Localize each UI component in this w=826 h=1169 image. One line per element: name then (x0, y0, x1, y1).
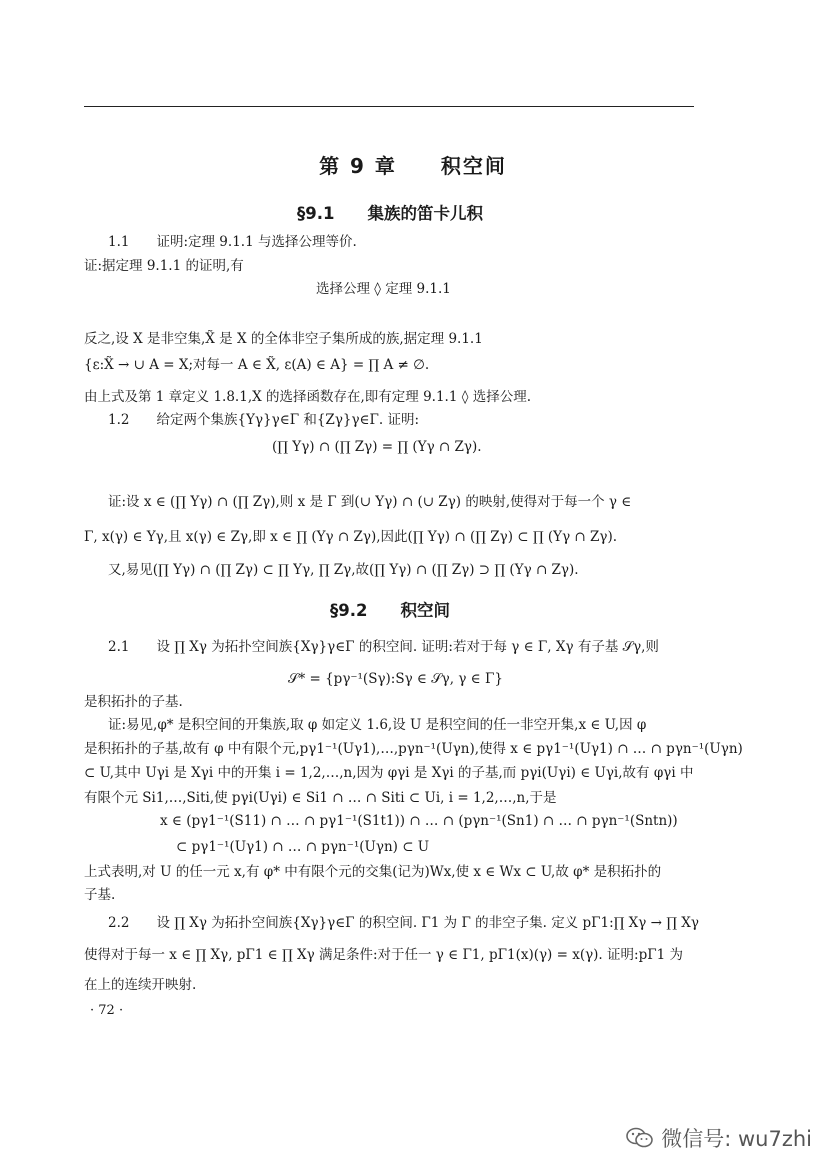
problem-2-1: 2.1 设 ∏ Xγ 为拓扑空间族{Xγ}γ∈Γ 的积空间. 证明:若对于每 γ ∈ Γ, Xγ 有子基 𝒮γ,则 (108, 639, 659, 655)
page-number: · 72 · (90, 1003, 124, 1018)
equation-line: x ∈ (pγ1⁻¹(S11) ∩ … ∩ pγ1⁻¹(S1t1)) ∩ … ∩ (pγn⁻¹(Sn1) ∩ … ∩ pγn⁻¹(Sntn)) (160, 813, 678, 829)
equation-line: (∏ Yγ) ∩ (∏ Zγ) = ∏ (Yγ ∩ Zγ). (272, 439, 482, 455)
proof-line: 证:设 x ∈ (∏ Yγ) ∩ (∏ Zγ),则 x 是 Γ 到(∪ Yγ) ∩ (∪ Zγ) 的映射,使得对于每一个 γ ∈ (108, 494, 632, 510)
equation-line: ⊂ pγ1⁻¹(Uγ1) ∩ … ∩ pγn⁻¹(Uγn) ⊂ U (176, 839, 430, 855)
equation-line: 选择公理 ◊ 定理 9.1.1 (316, 281, 451, 297)
proof-line: 证:易见,φ* 是积空间的开集族,取 φ 如定义 1.6,设 U 是积空间的任一非空开集,x ∈ U,因 φ (108, 717, 647, 733)
section-title-9-2: §9.2 积空间 (330, 601, 450, 620)
text-line: 上式表明,对 U 的任一元 x,有 φ* 中有限个元的交集(记为)Wx,使 x ∈ Wx ⊂ U,故 φ* 是积拓扑的 (84, 864, 662, 880)
text-line: 是积拓扑的子基. (84, 694, 183, 710)
text-line: 有限个元 Si1,…,Siti,使 pγi(Uγi) ∈ Si1 ∩ … ∩ Siti ⊂ Ui, i = 1,2,…,n,于是 (84, 790, 557, 806)
text-line: 使得对于每一 x ∈ ∏ Xγ, pΓ1 ∈ ∏ Xγ 满足条件:对于任一 γ ∈ Γ1, pΓ1(x)(γ) = x(γ). 证明:pΓ1 为 (84, 947, 683, 963)
chapter-title: 第 9 章 积空间 (319, 154, 507, 178)
text-line: Γ, x(γ) ∈ Yγ,且 x(γ) ∈ Zγ,即 x ∈ ∏ (Yγ ∩ Zγ),因此(∏ Yγ) ∩ (∏ Zγ) ⊂ ∏ (Yγ ∩ Zγ). (84, 529, 618, 545)
problem-1-1: 1.1 证明:定理 9.1.1 与选择公理等价. (108, 234, 357, 250)
text-line: 是积拓扑的子基,故有 φ 中有限个元,pγ1⁻¹(Uγ1),…,pγn⁻¹(Uγn),使得 x ∈ pγ1⁻¹(Uγ1) ∩ … ∩ pγn⁻¹(Uγn) (84, 741, 743, 757)
equation-line: {ε:X̃ → ∪ A = X;对每一 A ∈ X̃, ε(A) ∈ A} = ∏ A ≠ ∅. (84, 357, 430, 373)
header-rule (84, 106, 694, 107)
problem-2-2: 2.2 设 ∏ Xγ 为拓扑空间族{Xγ}γ∈Γ 的积空间. Γ1 为 Γ 的非空子集. 定义 pΓ1:∏ Xγ → ∏ Xγ (108, 915, 699, 931)
section-title-9-1: §9.1 集族的笛卡儿积 (297, 204, 483, 223)
equation-line: 𝒮* = {pγ⁻¹(Sγ):Sγ ∈ 𝒮γ, γ ∈ Γ} (288, 671, 503, 687)
wechat-icon (625, 1126, 655, 1150)
text-line: 又,易见(∏ Yγ) ∩ (∏ Zγ) ⊂ ∏ Yγ, ∏ Zγ,故(∏ Yγ) ∩ (∏ Zγ) ⊃ ∏ (Yγ ∩ Zγ). (108, 562, 579, 578)
watermark-text: 微信号: wu7zhi (661, 1127, 812, 1151)
proof-line: 证:据定理 9.1.1 的证明,有 (84, 258, 244, 274)
text-line: 子基. (84, 887, 116, 903)
text-line: 反之,设 X 是非空集,X̃ 是 X 的全体非空子集所成的族,据定理 9.1.1 (84, 331, 483, 347)
watermark (625, 1123, 812, 1153)
problem-1-2: 1.2 给定两个集族{Yγ}γ∈Γ 和{Zγ}γ∈Γ. 证明: (108, 412, 420, 428)
text-line: 在上的连续开映射. (84, 977, 197, 993)
text-line: 由上式及第 1 章定义 1.8.1,X 的选择函数存在,即有定理 9.1.1 ◊ 选择公理. (84, 389, 531, 405)
text-line: ⊂ U,其中 Uγi 是 Xγi 中的开集 i = 1,2,…,n,因为 φγi 是 Xγi 的子基,而 pγi(Uγi) ∈ Uγi,故有 φγi 中 (84, 765, 694, 781)
